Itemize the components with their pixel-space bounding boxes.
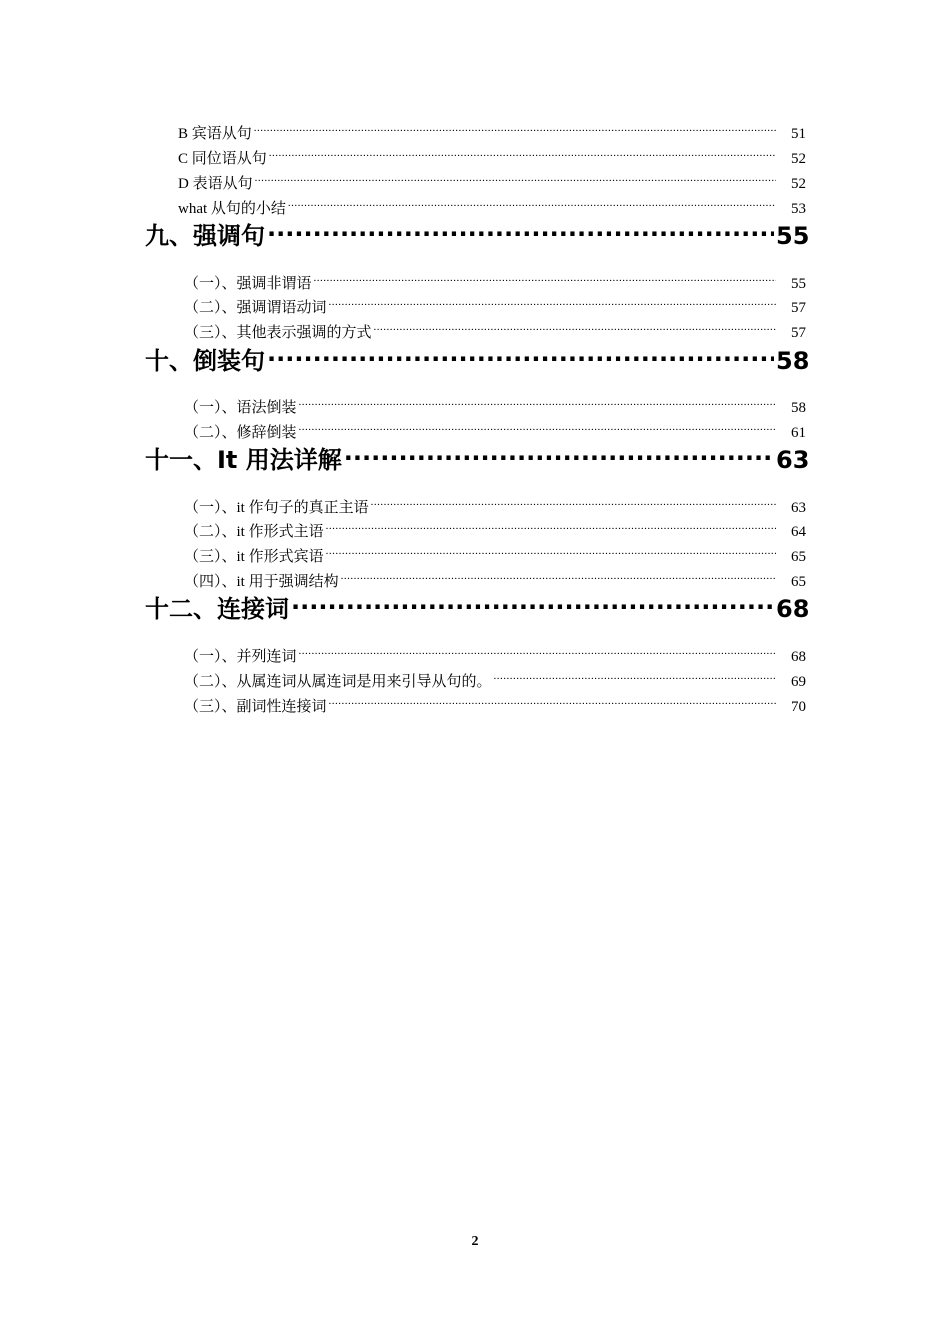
toc-entry-label: （二）、强调谓语动词: [184, 300, 327, 316]
dot-leader: [267, 212, 774, 244]
toc-entry-page: 64: [791, 524, 806, 540]
toc-chapter-label: 九、强调句: [145, 222, 265, 250]
dot-leader: [494, 666, 776, 686]
toc-entry-label: （一）、it 作句子的真正主语: [184, 500, 369, 516]
dot-leader: [371, 492, 776, 512]
dot-leader: [299, 417, 776, 437]
toc-chapter-label: 十、倒装句: [145, 347, 265, 375]
dot-leader: [329, 691, 776, 711]
toc-entry-page: 52: [791, 176, 806, 192]
toc-entry[interactable]: [184, 292, 806, 316]
toc-entry[interactable]: [184, 392, 806, 416]
toc-entry-label: （一）、强调非谓语: [184, 276, 312, 292]
toc-entry-label: what 从句的小结: [178, 201, 286, 217]
toc-entry[interactable]: [184, 492, 806, 516]
toc-entry[interactable]: [184, 516, 806, 540]
dot-leader: [344, 436, 774, 468]
toc-entry-page: 68: [791, 649, 806, 665]
toc-entry-page: 55: [791, 276, 806, 292]
dot-leader: [291, 585, 774, 617]
toc-entry-label: （二）、it 作形式主语: [184, 524, 324, 540]
dot-leader: [314, 268, 776, 288]
toc-chapter[interactable]: [145, 337, 810, 375]
toc-entry[interactable]: [178, 168, 806, 192]
toc-entry-page: 69: [791, 674, 806, 690]
toc-entry[interactable]: [178, 193, 806, 217]
toc-entry[interactable]: [178, 118, 806, 142]
toc-chapter-page: 63: [776, 446, 810, 474]
toc-entry-page: 58: [791, 400, 806, 416]
toc-entry-page: 70: [791, 699, 806, 715]
toc-entry-label: （二）、从属连词从属连词是用来引导从句的。: [184, 674, 492, 690]
dot-leader: [329, 292, 776, 312]
toc-entry[interactable]: [184, 268, 806, 292]
toc-entry-page: 63: [791, 500, 806, 516]
dot-leader: [326, 516, 776, 536]
dot-leader: [326, 541, 776, 561]
toc-chapter-label: 十一、It 用法详解: [145, 446, 342, 474]
toc-chapter-page: 58: [776, 347, 810, 375]
toc-entry[interactable]: [184, 541, 806, 565]
toc-entry-page: 57: [791, 300, 806, 316]
dot-leader: [374, 317, 776, 337]
toc-entry-page: 65: [791, 574, 806, 590]
toc-entry-label: （四）、it 用于强调结构: [184, 574, 339, 590]
toc-entry-label: B 宾语从句: [178, 126, 252, 142]
toc-entry-label: （三）、其他表示强调的方式: [184, 325, 372, 341]
dot-leader: [299, 392, 776, 412]
dot-leader: [288, 193, 776, 213]
toc-chapter-page: 68: [776, 595, 810, 623]
toc-entry-label: （三）、副词性连接词: [184, 699, 327, 715]
toc-entry-label: （一）、语法倒装: [184, 400, 297, 416]
toc-entry-label: C 同位语从句: [178, 151, 267, 167]
toc-entry-label: （二）、修辞倒装: [184, 425, 297, 441]
toc-chapter[interactable]: [145, 585, 810, 623]
toc-entry[interactable]: [184, 666, 806, 690]
dot-leader: [269, 143, 776, 163]
toc-entry[interactable]: [184, 317, 806, 341]
dot-leader: [299, 641, 776, 661]
toc-entry-page: 61: [791, 425, 806, 441]
toc-entry-page: 53: [791, 201, 806, 217]
toc-entry-page: 57: [791, 325, 806, 341]
toc-entry-page: 65: [791, 549, 806, 565]
page-number: 2: [471, 1234, 479, 1249]
toc-entry[interactable]: [178, 143, 806, 167]
toc-entry[interactable]: [184, 566, 806, 590]
toc-entry[interactable]: [184, 417, 806, 441]
toc-entry-label: （三）、it 作形式宾语: [184, 549, 324, 565]
dot-leader: [267, 337, 774, 369]
toc-chapter-page: 55: [776, 222, 810, 250]
toc-chapter-label: 十二、连接词: [145, 595, 289, 623]
dot-leader: [254, 118, 776, 138]
toc-chapter[interactable]: [145, 436, 810, 474]
toc-entry[interactable]: [184, 691, 806, 715]
toc-entry-label: D 表语从句: [178, 176, 253, 192]
toc-entry-label: （一）、并列连词: [184, 649, 297, 665]
toc-entry-page: 51: [791, 126, 806, 142]
toc-entry[interactable]: [184, 641, 806, 665]
dot-leader: [341, 566, 776, 586]
toc-chapter[interactable]: [145, 212, 810, 250]
toc-entry-page: 52: [791, 151, 806, 167]
dot-leader: [255, 168, 776, 188]
